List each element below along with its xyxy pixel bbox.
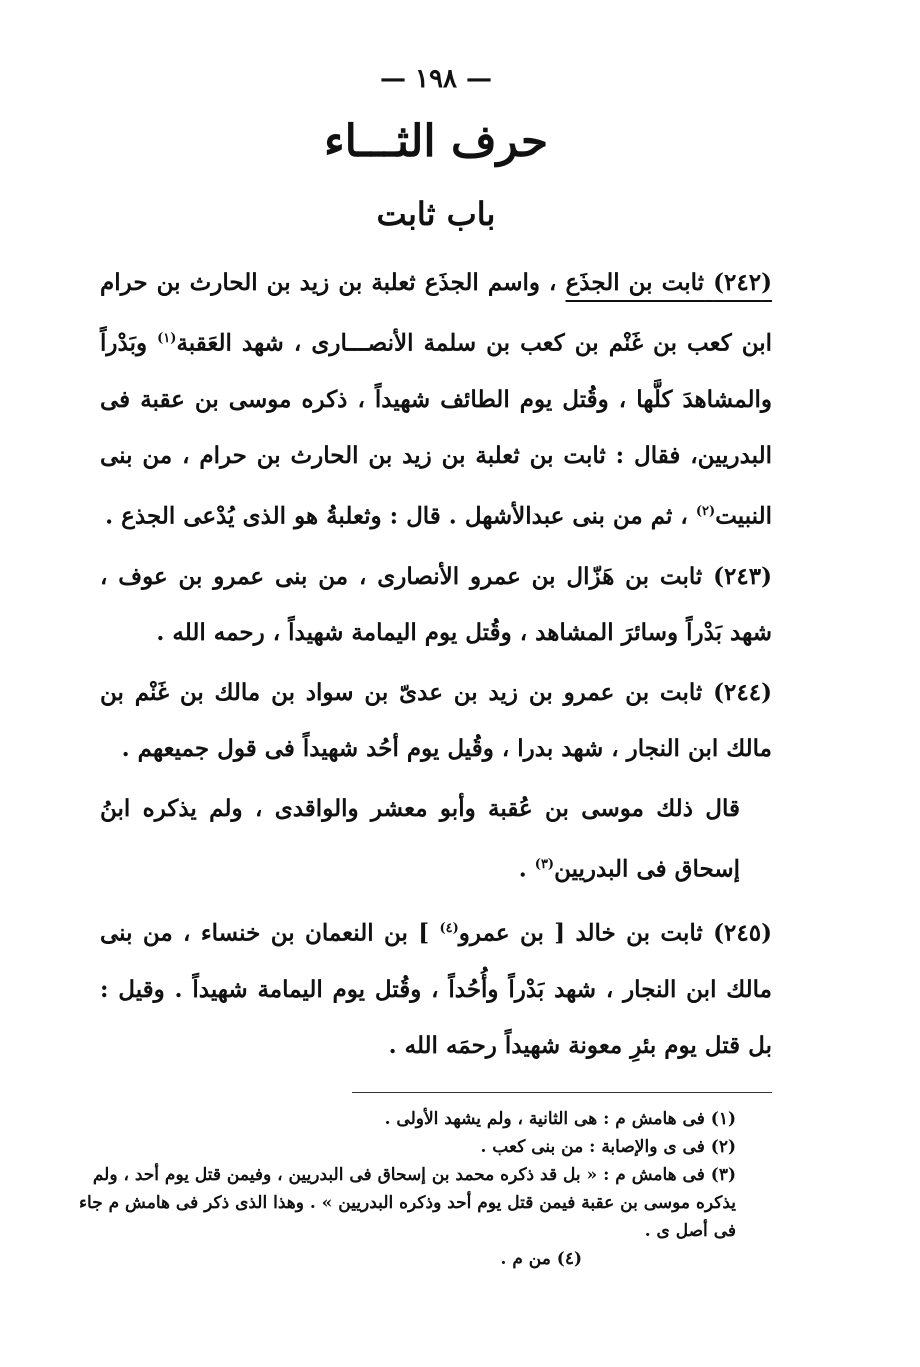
entry-text: ثابت بن خالد [ بن عمرو — [458, 919, 703, 947]
entry-number: (٢٤٥) — [713, 919, 772, 947]
entry-242 — [100, 255, 772, 544]
entry-244-note — [100, 781, 772, 898]
entry-243 — [100, 549, 772, 661]
footnotes-divider — [352, 1092, 772, 1101]
entry-number: (٢٤٤) — [713, 678, 772, 706]
footnote-ref: (٢) — [695, 503, 716, 519]
chapter-title: حرف الثـــاء — [323, 116, 549, 167]
entry-245 — [100, 901, 772, 1074]
footnote-4: (٤) من م . — [500, 1248, 582, 1269]
page-number: — ١٩٨ — — [379, 64, 493, 94]
entry-text: ، واسم الجذَع ثعلبة بن زيد بن الحارث بن حرام ابن كعب بن غَنْم بن كعب بن سلمة الأنصـــارى ، شهد العَقبة — [100, 269, 772, 357]
entry-number: (٢٤٢) — [713, 269, 772, 297]
entry-heading-underlined — [566, 269, 772, 296]
entry-text: ثابت بن عمرو بن زيد بن عدىّ بن سواد بن مالك بن غَنْم بن مالك ابن النجار ، شهد بدرا ، وقُيل يوم أحُد شهيداً فى قول جميعهم . — [100, 678, 772, 762]
footnote-ref: (٣) — [534, 856, 555, 872]
entry-text: قال ذلك موسى بن عُقبة وأبو معشر والواقدى ، ولم يذكره ابنُ إسحاق فى البدريين — [100, 794, 740, 883]
footnote-3: (٣) فى هامش م : « بل قد ذكره محمد بن إسحاق فى البدريين ، وفيمن قتل يوم أحد ، ولم يذكره موسى بن عقبة فيمن قتل يوم أحد وذكره البدريين » . وهذا الذى ذكر فى هامش م جاء فى أصل ى . — [79, 1164, 736, 1241]
footnote-2: (٢) فى ى والإصابة : من بنى كعب . — [480, 1136, 736, 1157]
entry-text: ثابت بن هَزّال بن عمرو الأنصارى ، من بنى عمرو بن عوف ، شهد بَدْراً وسائرَ المشاهد ، وقُتل يوم اليمامة شهيداً ، رحمه الله . — [100, 562, 772, 646]
footnote-ref: (٤) — [439, 921, 459, 937]
entry-244 — [100, 665, 772, 777]
entry-text: . — [518, 855, 527, 883]
section-title: باب ثابت — [376, 194, 496, 233]
entry-number: (٢٤٣) — [713, 562, 772, 590]
footnotes — [79, 1105, 772, 1273]
entry-text: وبَدْراً والمشاهدَ كلَّها ، وقُتل يوم الطائف شهيداً ، ذكره موسى بن عقبة فى البدريين، فقال : ثابت بن ثعلبة بن زيد بن الحارث بن حرام ، من بنى النبيت — [100, 329, 772, 530]
entry-name: ثابت بن الجذَع — [565, 269, 705, 297]
footnote-1: (١) فى هامش م : هى الثانية ، ولم يشهد الأولى . — [384, 1108, 736, 1129]
entry-text: ] بن النعمان بن خنساء ، من بنى مالك ابن النجار ، شهد بَدْراً وأُحُداً ، وقُتل يوم اليمامة شهيداً . وقيل : بل قتل يوم بئرِ معونة شهيداً رحمَه الله . — [100, 919, 772, 1059]
footnote-ref: (١) — [157, 331, 177, 347]
entry-text: ، ثم من بنى عبدالأشهل . قال : وثعلبةُ هو الذى يُدْعى الجذع . — [105, 502, 688, 530]
